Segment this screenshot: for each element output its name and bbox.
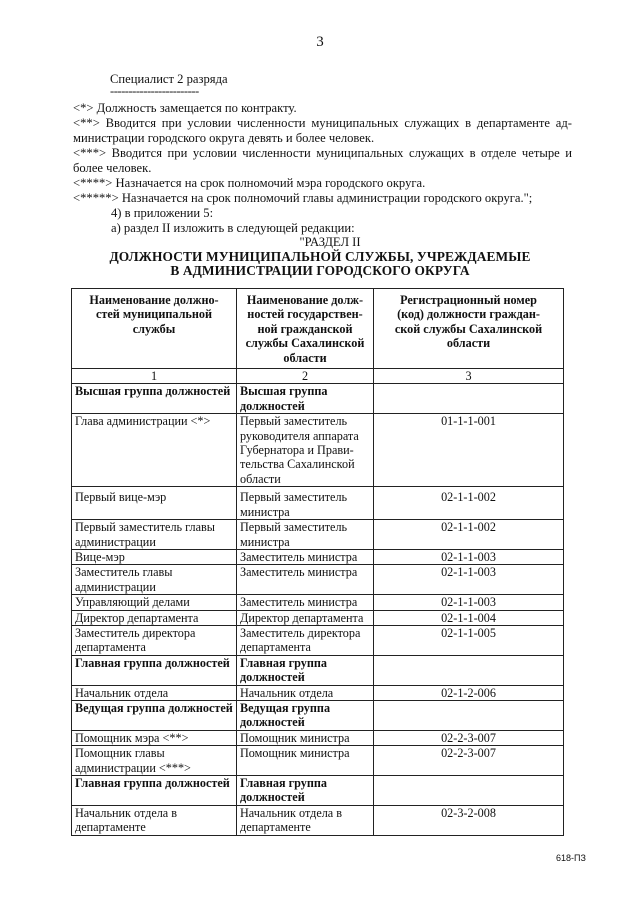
group-title: Главная группа должностей (237, 655, 374, 685)
group-title: Главная группа должностей (72, 776, 237, 806)
footnote-2-line-1: <**> Вводится при условии численности муниципальных служащих в департаменте ад- (73, 116, 572, 130)
municipal-position: Начальник отдела (72, 685, 237, 700)
group-title: Главная группа должностей (72, 655, 237, 685)
state-position: Начальник отдела (237, 685, 374, 700)
table-row (72, 549, 564, 564)
table-row (72, 487, 564, 520)
group-title: Высшая группа должностей (237, 384, 374, 414)
registration-code: 01-1-1-001 (374, 414, 564, 487)
table-row (72, 414, 564, 487)
footnote-2-line-2: министрации городского округа девять и более человек. (73, 131, 375, 145)
registration-code: 02-1-1-002 (374, 487, 564, 520)
municipal-position: Помощник мэра <**> (72, 730, 237, 745)
municipal-position: Заместитель главы администрации (72, 565, 237, 595)
registration-code: 02-2-3-007 (374, 746, 564, 776)
registration-code (374, 700, 564, 730)
table-row (72, 730, 564, 745)
footnote-4: <****> Назначается на срок полномочий мэра городского округа. (73, 176, 426, 190)
table-row (72, 595, 564, 610)
municipal-position: Директор департамента (72, 610, 237, 625)
registration-code: 02-1-1-005 (374, 625, 564, 655)
table-row (72, 384, 564, 414)
state-position: Заместитель министра (237, 565, 374, 595)
municipal-position: Помощник главы администрации <***> (72, 746, 237, 776)
positions-table (71, 288, 564, 836)
group-title: Ведущая группа должностей (237, 700, 374, 730)
state-position: Помощник министра (237, 730, 374, 745)
header-registration-code: Регистрационный номер (код) должности граждан- ской службы Сахалинской области (374, 289, 564, 369)
footnote-5: <*****> Назначается на срок полномочий главы администрации городского округа."; (73, 191, 533, 205)
registration-code: 02-3-2-008 (374, 805, 564, 835)
column-number: 1 (72, 369, 237, 384)
table-row (72, 565, 564, 595)
table-row (72, 805, 564, 835)
table-row (72, 776, 564, 806)
specialist-line: Специалист 2 разряда (110, 72, 228, 86)
municipal-position: Заместитель директора департамента (72, 625, 237, 655)
registration-code (374, 655, 564, 685)
table-row (72, 610, 564, 625)
section-title-line-2: В АДМИНИСТРАЦИИ ГОРОДСКОГО ОКРУГА (170, 263, 470, 278)
state-position: Первый заместитель министра (237, 487, 374, 520)
section-heading: "РАЗДЕЛ II (299, 235, 361, 249)
footer-code: 618-ПЗ (556, 853, 586, 863)
municipal-position: Управляющий делами (72, 595, 237, 610)
item-4: 4) в приложении 5: (111, 206, 214, 220)
footnote-3-line-2: более человек. (73, 161, 152, 175)
registration-code: 02-1-1-002 (374, 520, 564, 550)
registration-code: 02-1-1-003 (374, 595, 564, 610)
registration-code (374, 776, 564, 806)
page-number: 3 (316, 34, 324, 50)
table-row (72, 685, 564, 700)
table-row (72, 520, 564, 550)
group-title: Главная группа должностей (237, 776, 374, 806)
column-number-row (72, 369, 564, 384)
registration-code: 02-1-1-003 (374, 565, 564, 595)
municipal-position: Начальник отдела в департаменте (72, 805, 237, 835)
state-position: Заместитель министра (237, 595, 374, 610)
registration-code: 02-1-1-003 (374, 549, 564, 564)
state-position: Первый заместитель руководителя аппарата Губернатора и Прави-тельства Сахалинской области (237, 414, 374, 487)
state-position: Директор департамента (237, 610, 374, 625)
column-number: 3 (374, 369, 564, 384)
footnote-3-line-1: <***> Вводится при условии численности муниципальных служащих в отделе четыре и (73, 146, 572, 160)
column-number: 2 (237, 369, 374, 384)
header-municipal-position: Наименование должно- стей муниципальной службы (72, 289, 237, 369)
state-position: Первый заместитель министра (237, 520, 374, 550)
registration-code: 02-2-3-007 (374, 730, 564, 745)
table-row (72, 625, 564, 655)
registration-code: 02-1-1-004 (374, 610, 564, 625)
table-header-row (72, 289, 564, 369)
table-row (72, 700, 564, 730)
state-position: Заместитель директора департамента (237, 625, 374, 655)
state-position: Заместитель министра (237, 549, 374, 564)
municipal-position: Первый заместитель главы администрации (72, 520, 237, 550)
registration-code: 02-1-2-006 (374, 685, 564, 700)
footnote-separator: ------------------------ (110, 84, 199, 98)
group-title: Высшая группа должностей (72, 384, 237, 414)
state-position: Помощник министра (237, 746, 374, 776)
registration-code (374, 384, 564, 414)
municipal-position: Глава администрации <*> (72, 414, 237, 487)
header-state-position: Наименование долж- ностей государствен- ной гражданской службы Сахалинской области (237, 289, 374, 369)
footnote-1: <*> Должность замещается по контракту. (73, 101, 297, 115)
table-row (72, 655, 564, 685)
group-title: Ведущая группа должностей (72, 700, 237, 730)
section-title-line-1: ДОЛЖНОСТИ МУНИЦИПАЛЬНОЙ СЛУЖБЫ, УЧРЕЖДАЕМЫЕ (109, 249, 531, 264)
item-a: а) раздел II изложить в следующей редакции: (111, 221, 355, 235)
table-row (72, 746, 564, 776)
municipal-position: Вице-мэр (72, 549, 237, 564)
municipal-position: Первый вице-мэр (72, 487, 237, 520)
state-position: Начальник отдела в департаменте (237, 805, 374, 835)
